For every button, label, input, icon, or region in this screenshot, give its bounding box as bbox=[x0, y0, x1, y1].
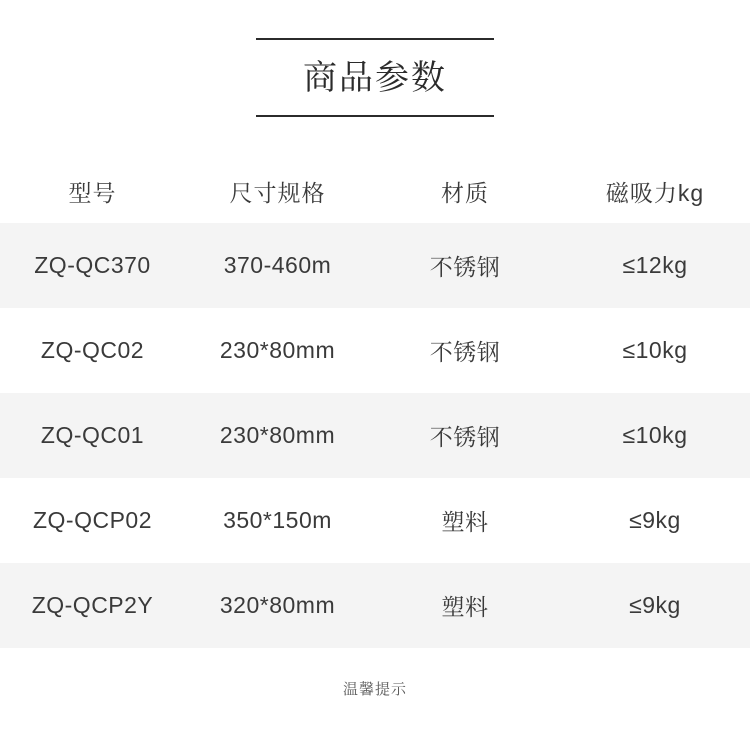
table-row bbox=[0, 223, 750, 308]
cell-material: 不锈钢 bbox=[429, 254, 501, 281]
column-header-magnetic-force: 磁吸力kg bbox=[605, 179, 705, 206]
spec-table bbox=[0, 159, 750, 648]
title-block bbox=[0, 0, 750, 117]
table-row bbox=[0, 308, 750, 393]
cell-size: 230*80mm bbox=[219, 337, 336, 364]
title-rule-bottom bbox=[256, 115, 494, 117]
cell-size: 370-460m bbox=[223, 252, 332, 279]
table-header-row bbox=[0, 159, 750, 223]
cell-material: 不锈钢 bbox=[429, 339, 501, 366]
table-body bbox=[0, 223, 750, 648]
cell-magnetic-force: ≤10kg bbox=[622, 337, 688, 364]
table-row bbox=[0, 563, 750, 648]
cell-material: 塑料 bbox=[441, 509, 489, 536]
cell-size: 320*80mm bbox=[219, 592, 336, 619]
cell-magnetic-force: ≤12kg bbox=[622, 252, 688, 279]
cell-material: 不锈钢 bbox=[429, 424, 501, 451]
column-header-model: 型号 bbox=[68, 179, 117, 206]
table-row bbox=[0, 393, 750, 478]
column-header-material: 材质 bbox=[441, 179, 489, 206]
cell-model: ZQ-QCP2Y bbox=[31, 592, 154, 619]
cell-model: ZQ-QC01 bbox=[40, 422, 145, 449]
column-header-size: 尺寸规格 bbox=[229, 179, 326, 206]
cell-model: ZQ-QC370 bbox=[34, 252, 151, 279]
cell-magnetic-force: ≤9kg bbox=[629, 592, 681, 619]
cell-material: 塑料 bbox=[441, 594, 489, 621]
table-row bbox=[0, 478, 750, 563]
page-title: 商品参数 bbox=[303, 59, 447, 97]
cell-model: ZQ-QCP02 bbox=[32, 507, 153, 534]
cell-size: 230*80mm bbox=[219, 422, 336, 449]
footer-note: 温馨提示 bbox=[342, 681, 407, 699]
cell-magnetic-force: ≤9kg bbox=[629, 507, 681, 534]
cell-size: 350*150m bbox=[223, 507, 332, 534]
cell-magnetic-force: ≤10kg bbox=[622, 422, 688, 449]
cell-model: ZQ-QC02 bbox=[40, 337, 145, 364]
table-header bbox=[0, 159, 750, 223]
